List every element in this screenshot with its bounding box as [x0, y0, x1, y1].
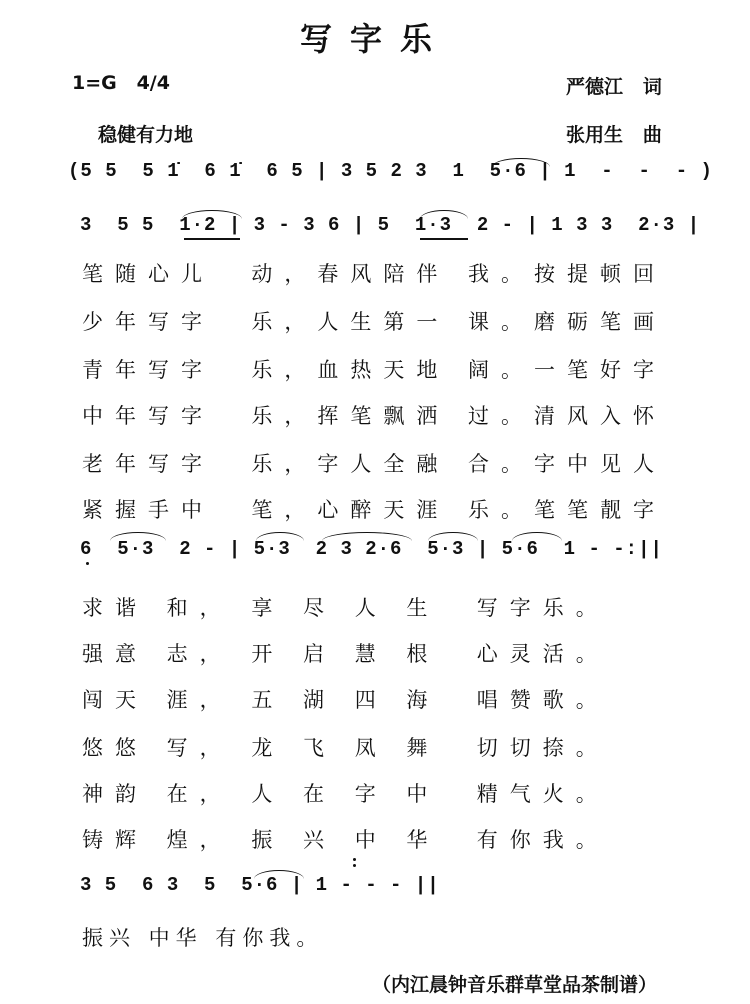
slur [322, 532, 412, 541]
lyric-line: 中年写字 乐，挥笔飘洒 过。清风入怀 [82, 404, 667, 428]
lyric-line: 紧握手中 笔，心醉天涯 乐。笔笔靓字 [82, 498, 667, 522]
slur [110, 532, 166, 541]
lyric-line: 求谐 和， 享 尽 人 生 写字乐。 [82, 596, 609, 620]
lyric-line: 笔随心儿 动，春风陪伴 我。按提顿回 [82, 262, 667, 286]
coda-notation: 3 5 6 3 5 5·6 | 1 - - - || [80, 874, 440, 896]
section-a-notation: 3 5 5 1·2 | 3 - 3 6 | 5 1·3 2 - | 1 3 3 2·3 | [80, 214, 701, 236]
fermata-dot [353, 864, 356, 867]
lyric-line: 强意 志， 开 启 慧 根 心灵活。 [82, 642, 609, 666]
lyric-line: 老年写字 乐，字人全融 合。字中见人 [82, 452, 667, 476]
lyric-line: 青年写字 乐，血热天地 阔。一笔好字 [82, 358, 667, 382]
transcriber-credit: （内江晨钟音乐群草堂品茶制谱） [372, 974, 658, 996]
underline [184, 238, 240, 240]
lyric-line: 铸辉 煌， 振 兴 中 华 有你我。 [82, 828, 609, 852]
key-signature: 1=G 4/4 [72, 72, 170, 94]
lyric-line: 悠悠 写， 龙 飞 凤 舞 切切捺。 [82, 736, 609, 760]
lyric-line: 少年写字 乐，人生第一 课。磨砺笔画 [82, 310, 667, 334]
slur [512, 532, 562, 541]
section-b-notation: 6 5·3 2 - | 5·3 2 3 2·6 5·3 | 5·6 1 - -:|| [80, 538, 663, 560]
slur [420, 210, 468, 219]
intro-notation: (5 5 5 1̇ 6 1̇ 6 5 | 3 5 2 3 1 5·6 | 1 - - - ) [68, 160, 713, 182]
slur [256, 532, 304, 541]
tempo-marking: 稳健有力地 [98, 124, 194, 146]
lyricist-credit: 严德江 词 [566, 76, 662, 98]
slur [254, 870, 304, 879]
lyric-line: 神韵 在， 人 在 字 中 精气火。 [82, 782, 609, 806]
underline [420, 238, 468, 240]
lyric-line: 闯天 涯， 五 湖 四 海 唱赞歌。 [82, 688, 609, 712]
fermata-dot [353, 858, 356, 861]
slur [182, 210, 242, 219]
page-title: 写字乐 [299, 20, 450, 58]
coda-lyric: 振兴 中华 有你我。 [82, 926, 324, 950]
slur [428, 532, 478, 541]
composer-credit: 张用生 曲 [566, 124, 662, 146]
octave-dot [86, 562, 89, 565]
